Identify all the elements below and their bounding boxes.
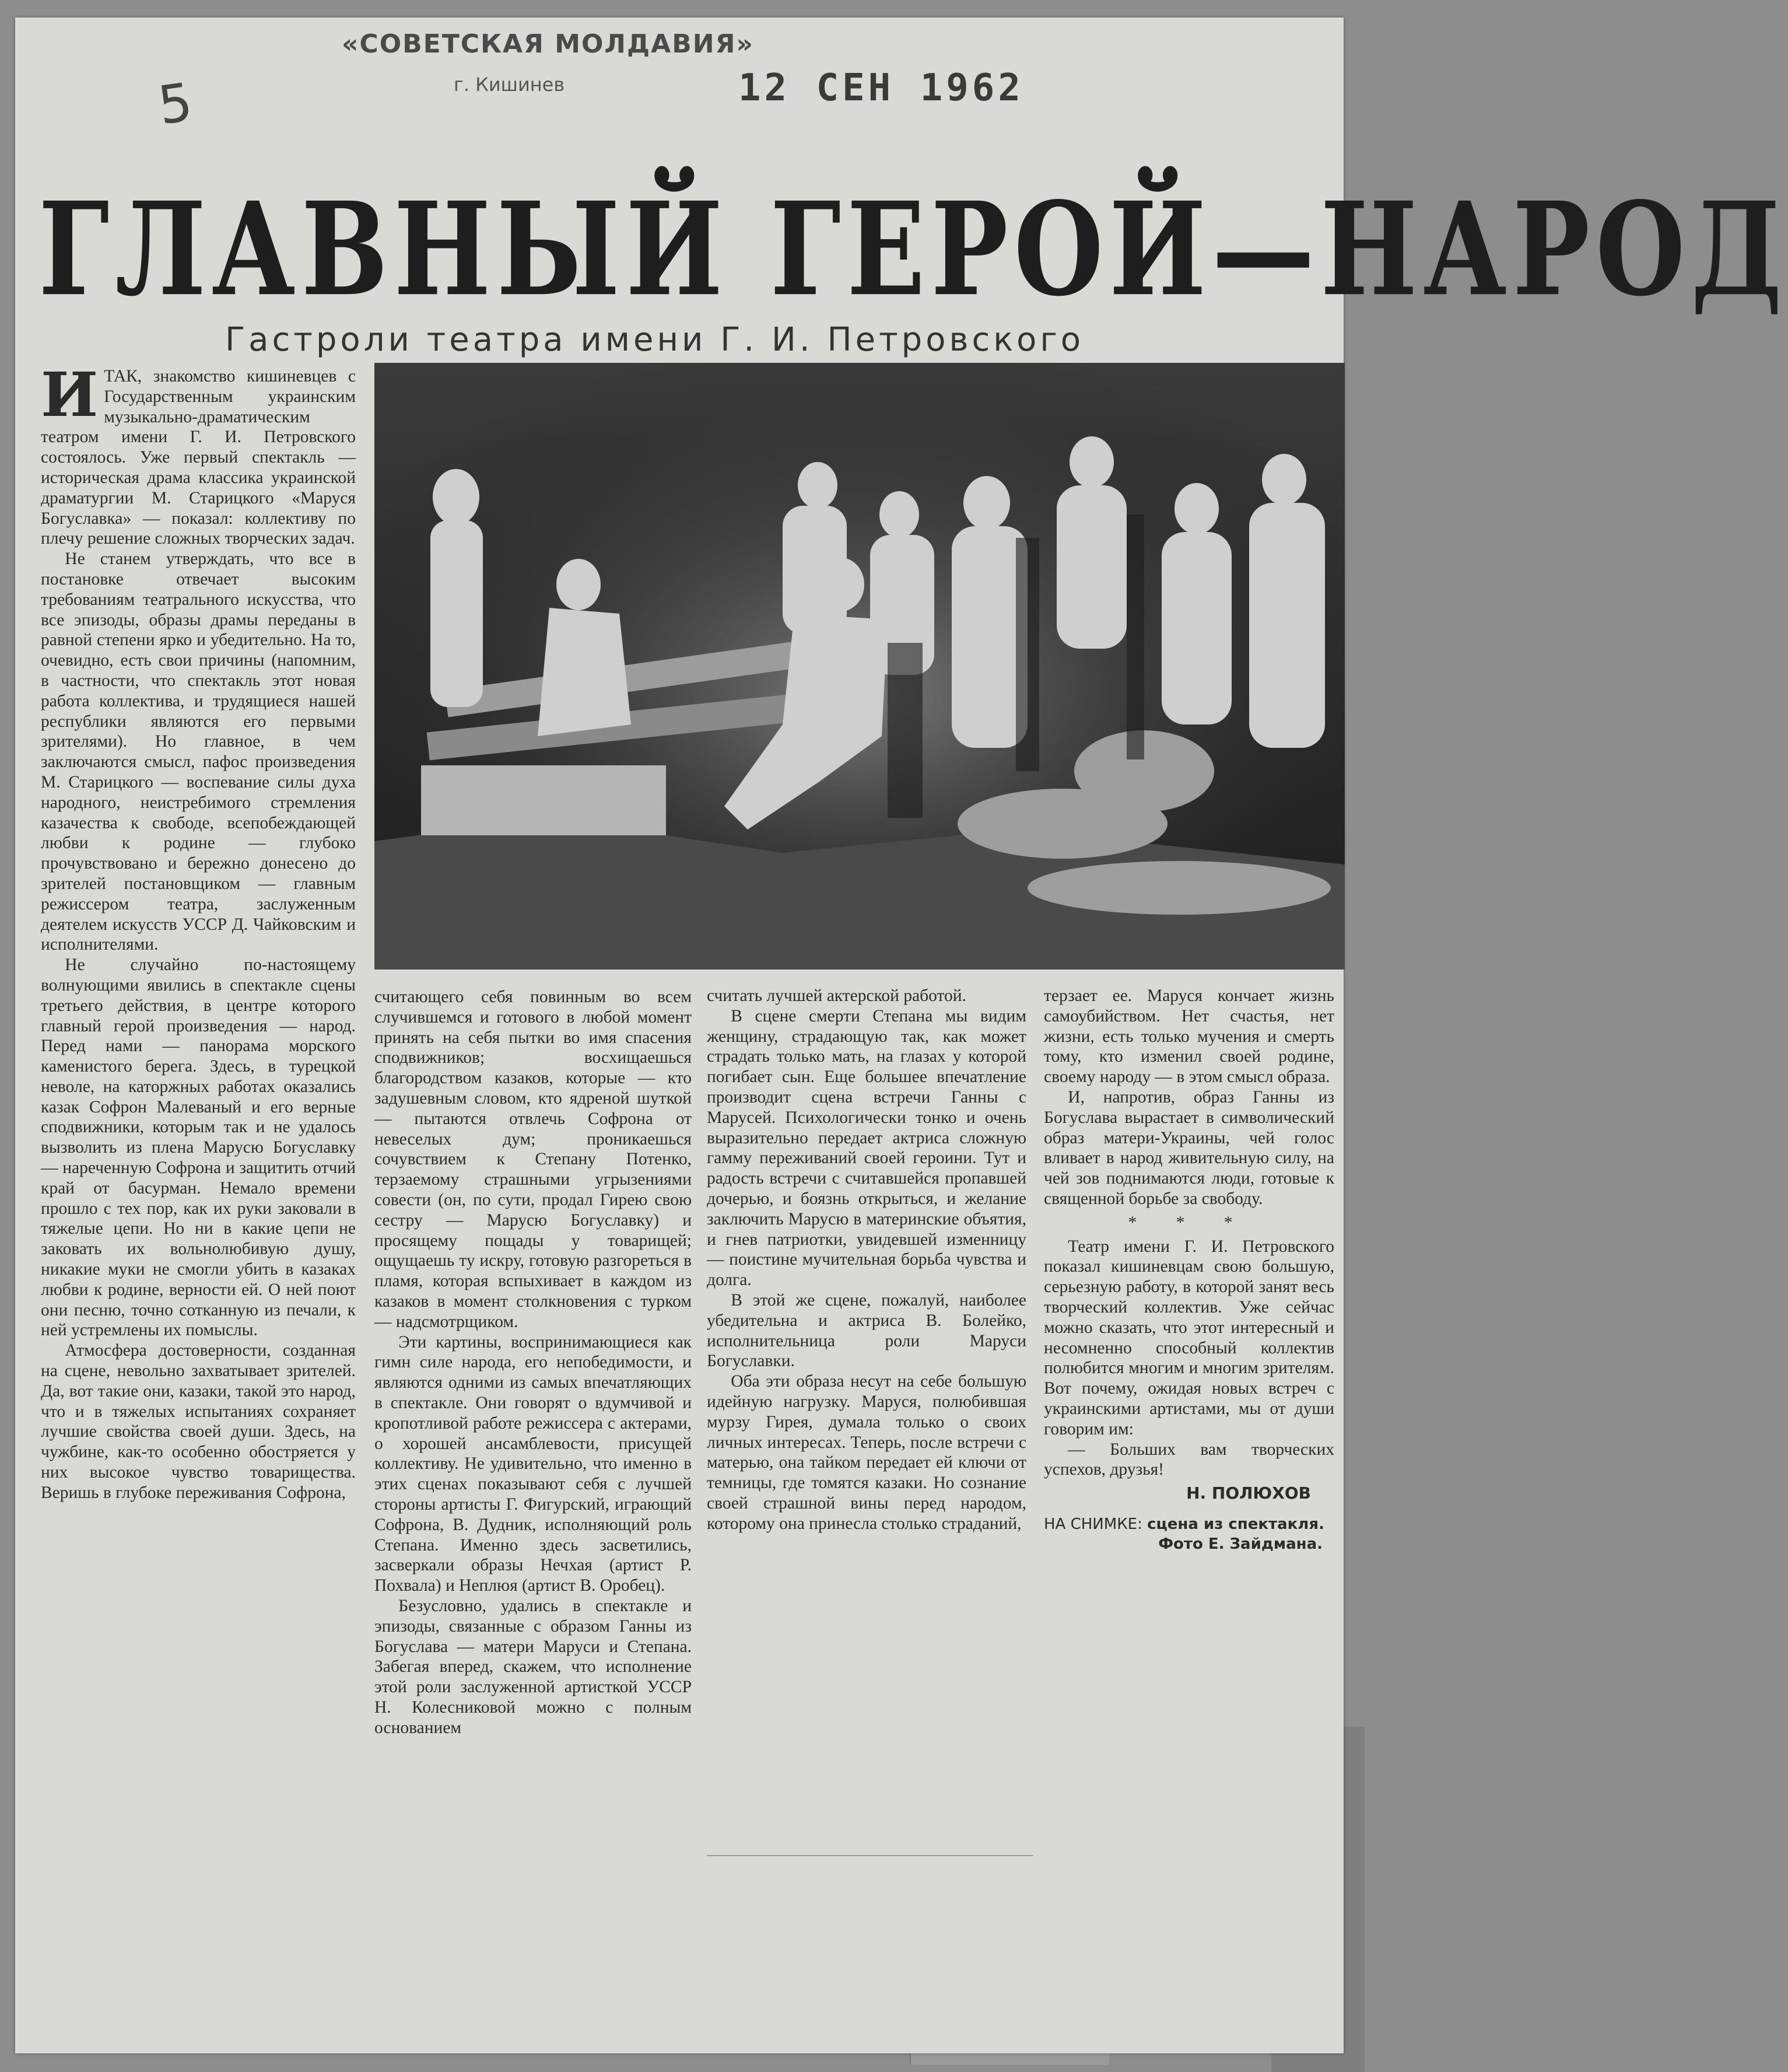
paragraph-text: ТАК, знакомство кишиневцев с Государственным украинским музыкально-драматическим театром имени Г. И. Петровского состоялось. Уже первый спектакль — историческая драма классика украинской драматургии М. Старицкого «Маруся Богуславка» — показал: коллективу по плечу решение сложных творческих задач. <box>41 367 356 548</box>
paragraph: В сцене смерти Степана мы видим женщину, страдающую так, как может страдать только мать, на глазах у которой погибает сын. Еще большее впечатление производит сцена встречи Ганны с Марусей. Психологически тонко и очень выразительно передает актриса сложную гамму переживаний своей героини. Тут и радость встречи с считавшейся пропавшей дочерью, и боязнь открыться, и желание заключить Марусю в материнские объятия, и гнев патриотки, увидевшей изменницу — поистине мучительная борьба чувства и долга. <box>707 1006 1026 1290</box>
column-3 <box>707 986 1026 1534</box>
paragraph: Театр имени Г. И. Петровского показал кишиневцам свою большую, серьезную работу, в которой занят весь творческий коллектив. Уже сейчас можно сказать, что этот интересный и несомненно способный коллектив полюбится многим и многим зрителям. Вот почему, ожидая новых встреч с украинскими артистами, мы от души говорим им: <box>1044 1237 1334 1438</box>
pencil-mark: 5 <box>154 71 197 137</box>
paragraph: считать лучшей актерской работой. <box>707 986 966 1005</box>
paragraph: Безусловно, удались в спектакле и эпизоды, связанные с образом Ганны из Богуслава — матери Маруси и Степана. Забегая вперед, скажем, что исполнение этой роли заслуженной артисткой УССР Н. Колесниковой можно с полным основанием <box>374 1596 692 1737</box>
paragraph: В этой же сцене, пожалуй, наиболее убедительна и актриса В. Болейко, исполнительница роли Маруси Богуславки. <box>707 1290 1026 1371</box>
author-signature: Н. ПОЛЮХОВ <box>1186 1483 1311 1503</box>
newspaper-clipping <box>15 18 1788 2053</box>
paragraph: И, напротив, образ Ганны из Богуслава вырастает в символический образ матери-Украины, чей голос вливает в народ живительную силу, на чей зов поднимаются люди, готовые к священной борьбе за свободу. <box>1044 1087 1334 1208</box>
column-1 <box>41 359 356 1503</box>
drop-cap: И <box>41 359 99 430</box>
masthead: «СОВЕТСКАЯ МОЛДАВИЯ» <box>342 29 754 59</box>
caption-label: НА СНИМКЕ: <box>1044 1515 1142 1533</box>
paragraph: считающего себя повинным во всем случившемся и готового в любой момент принять на себя пытки во имя спасения сподвижников; восхищаешься благородством казаков, которые — кто задушевным словом, кто ядреной шуткой — пытаются отвлечь Софрона от невеселых дум; проникаешься сочувствием к Степану Потенко, терзаемому страшными угрызениями совести (он, по сути, продал Гирею свою сестру — Марусю Богуславку) и просящему пощады у товарищей; ощущаешь ту искру, готовую разгореться в пламя, которая вспыхивает в каждом из казаков в момент столкновения с турком — надсмотрщиком. <box>374 988 692 1331</box>
fold-line <box>707 1855 1033 1856</box>
subheadline: Гастроли театра имени Г. И. Петровского <box>225 321 1085 359</box>
date-stamp: 12 СЕН 1962 <box>738 66 1024 110</box>
headline: ГЛАВНЫЙ ГЕРОЙ—НАРОД <box>38 174 1788 325</box>
paragraph <box>41 359 356 549</box>
paragraph: Оба эти образа несут на себе большую идейную нагрузку. Маруся, полюбившая мурзу Гирея, думала только о своих личных интересах. Теперь, после встречи с матерью, она тайком передает ей ключи от темницы, где томятся казаки. Но сознание своей страшной вины перед народом, которому она принесла столько страданий, <box>707 1372 1026 1533</box>
stage-photo <box>374 363 1345 970</box>
paragraph: Не станем утверждать, что все в постановке отвечает высоким требованиям театрального искусства, что все эпизоды, образы драмы переданы в равной степени ярко и убедительно. На то, очевидно, есть свои причины (напомним, в частности, что спектакль этот новая работа коллектива, и трудящиеся нашей республики являются его первыми зрителями). Но главное, в чем заключаются смысл, пафос произведения М. Старицкого — воспевание силы духа народного, неистребимого стремления казачества к свободе, всепобеждающей любви к родине — глубоко прочувствовано и бережно донесено до зрителей постановщиком — главным режиссером театра, заслуженным деятелем искусств УССР Д. Чайковским и исполнителями. <box>41 550 356 954</box>
paragraph: Эти картины, воспринимающиеся как гимн силе народа, его непобедимости, и являются одними из самых впечатляющих в спектакле. Они говорят о вдумчивой и кропотливой работе режиссера с актерами, о хорошей ансамблевости, присущей коллективу. Не удивительно, что именно в этих сценах показывают себя с лучшей стороны артисты Г. Фигурский, играющий Софрона, В. Дудник, исполняющий роль Степана. Именно здесь засветились, засверкали образы Нечхая (артист Р. Похвала) и Неплюя (артист В. Оробец). <box>374 1332 692 1595</box>
paragraph: — Больших вам творческих успехов, друзья! <box>1044 1440 1334 1479</box>
caption-text: сцена из спектакля. <box>1147 1515 1324 1533</box>
section-divider: * * * <box>1128 1213 1250 1232</box>
column-4 <box>1044 986 1334 1555</box>
paragraph: Атмосфера достоверности, созданная на сцене, невольно захватывает зрителей. Да, вот такие они, казаки, такой это народ, что и в тяжелых испытаниях сохраняет лучшие свойства своей души. Здесь, на чужбине, как-то особенно обостряется у них высокое чувство товарищества. Веришь в глубоке переживания Софрона, <box>41 1341 356 1502</box>
city-label: г. Кишинев <box>454 74 565 96</box>
paragraph: Не случайно по-настоящему волнующими явились в спектакле сцены третьего действия, в центре которого главный герой произведения — народ. Перед нами — панорама морского каменистого берега. Здесь, в турецкой неволе, на каторжных работах оказались казак Софрон Малеваный и его верные сподвижники, которым так и не удалось вызволить из плена Марусю Богуславку — нареченную Софрона и защитить отчий край от басурман. Немало времени прошло с тех пор, как их руки заковали в тяжелые цепи. Но ни в какие цепи не заковать их вольнолюбивую душу, никакие муки не смогли убить в казаках любви к родине, верности ей. О ней поют они песню, точно сотканную из печали, к ней устремлены их помыслы. <box>41 956 356 1340</box>
stage-photo-illustration <box>374 363 1345 970</box>
column-2 <box>374 987 692 1738</box>
photo-caption <box>1044 1514 1334 1534</box>
photo-credit: Фото Е. Зайдмана. <box>1158 1535 1323 1553</box>
paragraph: терзает ее. Маруся кончает жизнь самоубийством. Нет счастья, нет жизни, есть только мучения и смерть тому, кто изменил своей родине, своему народу — в этом смысл образа. <box>1044 986 1334 1087</box>
